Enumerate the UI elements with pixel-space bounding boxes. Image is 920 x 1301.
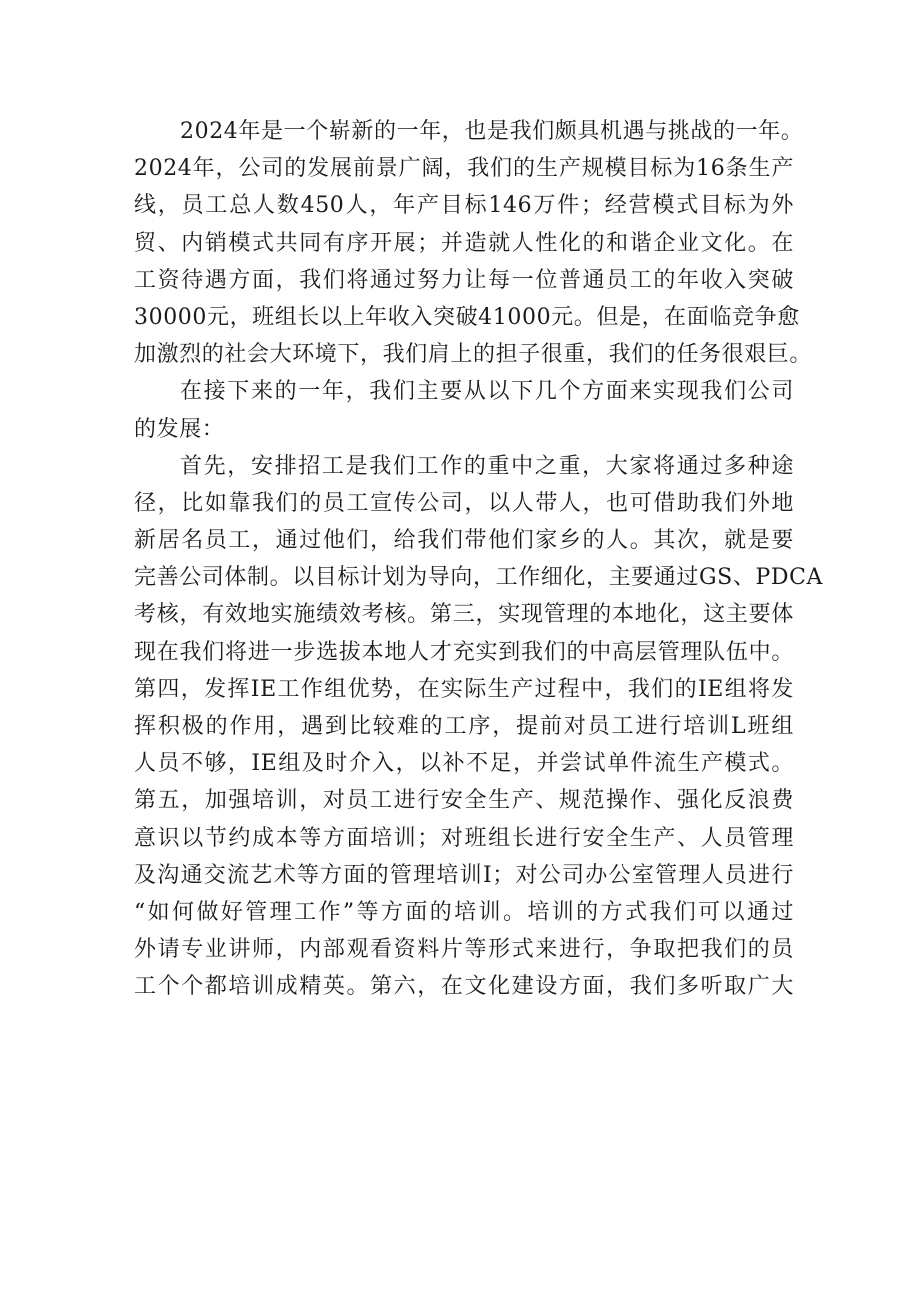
- paragraph: [134, 113, 813, 373]
- text-line: 新居名员工，通过他们，给我们带他们家乡的人。其次，就是要: [134, 528, 794, 554]
- text-line: 加激烈的社会大环境下，我们肩上的担子很重，我们的任务很艰巨。: [134, 342, 813, 368]
- document-page: [134, 113, 824, 1006]
- text-line: “如何做好管理工作”等方面的培训。培训的方式我们可以通过: [134, 899, 794, 925]
- text-line: 意识以节约成本等方面培训；对班组长进行安全生产、人员管理: [134, 825, 794, 851]
- text-line: 线，员工总人数450人，年产目标146万件；经营模式目标为外: [134, 193, 794, 219]
- text-line: 在接下来的一年，我们主要从以下几个方面来实现我们公司: [180, 379, 794, 405]
- text-line: 现在我们将进一步选拔本地人才充实到我们的中高层管理队伍中。: [134, 639, 794, 665]
- text-line: 完善公司体制。以目标计划为导向，工作细化，主要通过GS、PDCA: [134, 565, 824, 591]
- text-line: 考核，有效地实施绩效考核。第三，实现管理的本地化，这主要体: [134, 602, 794, 628]
- text-line: 工资待遇方面，我们将通过努力让每一位普通员工的年收入突破: [134, 267, 794, 293]
- text-line: 30000元，班组长以上年收入突破41000元。但是，在面临竞争愈: [134, 304, 800, 330]
- text-line: 第五，加强培训，对员工进行安全生产、规范操作、强化反浪费: [134, 788, 794, 814]
- text-line: 挥积极的作用，遇到比较难的工序，提前对员工进行培训L班组: [134, 714, 794, 739]
- text-line: 的发展：: [134, 416, 225, 442]
- text-line: 首先，安排招工是我们工作的重中之重，大家将通过多种途: [180, 453, 794, 479]
- text-line: 2024年，公司的发展前景广阔，我们的生产规模目标为16条生产: [134, 156, 794, 182]
- text-line: 2024年是一个崭新的一年，也是我们颇具机遇与挑战的一年。: [180, 119, 804, 144]
- text-line: 外请专业讲师，内部观看资料片等形式来进行，争取把我们的员: [134, 937, 794, 963]
- paragraph: [134, 448, 824, 1006]
- text-line: 工个个都培训成精英。第六，在文化建设方面，我们多听取广大: [134, 974, 794, 1000]
- paragraph: [134, 373, 794, 447]
- text-line: 第四，发挥IE工作组优势，在实际生产过程中，我们的IE组将发: [134, 676, 794, 702]
- text-line: 径，比如靠我们的员工宣传公司，以人带人，也可借助我们外地: [134, 490, 794, 516]
- text-line: 及沟通交流艺术等方面的管理培训I；对公司办公室管理人员进行: [134, 862, 794, 888]
- text-line: 人员不够，IE组及时介入，以补不足，并尝试单件流生产模式。: [134, 751, 794, 777]
- text-line: 贸、内销模式共同有序开展；并造就人性化的和谐企业文化。在: [134, 230, 794, 256]
